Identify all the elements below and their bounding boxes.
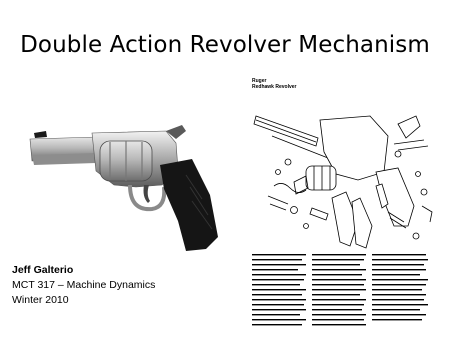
author-name: Jeff Galterio (12, 264, 74, 276)
diagram-brand: Ruger (252, 78, 267, 84)
author-block (12, 263, 155, 308)
slide-title: Double Action Revolver Mechanism (20, 32, 430, 58)
diagram-model: Redhawk Revolver (252, 84, 297, 90)
course-name: MCT 317 – Machine Dynamics (12, 279, 156, 291)
term: Winter 2010 (12, 294, 69, 306)
revolver-photo (26, 125, 222, 253)
exploded-parts-diagram (248, 76, 436, 332)
